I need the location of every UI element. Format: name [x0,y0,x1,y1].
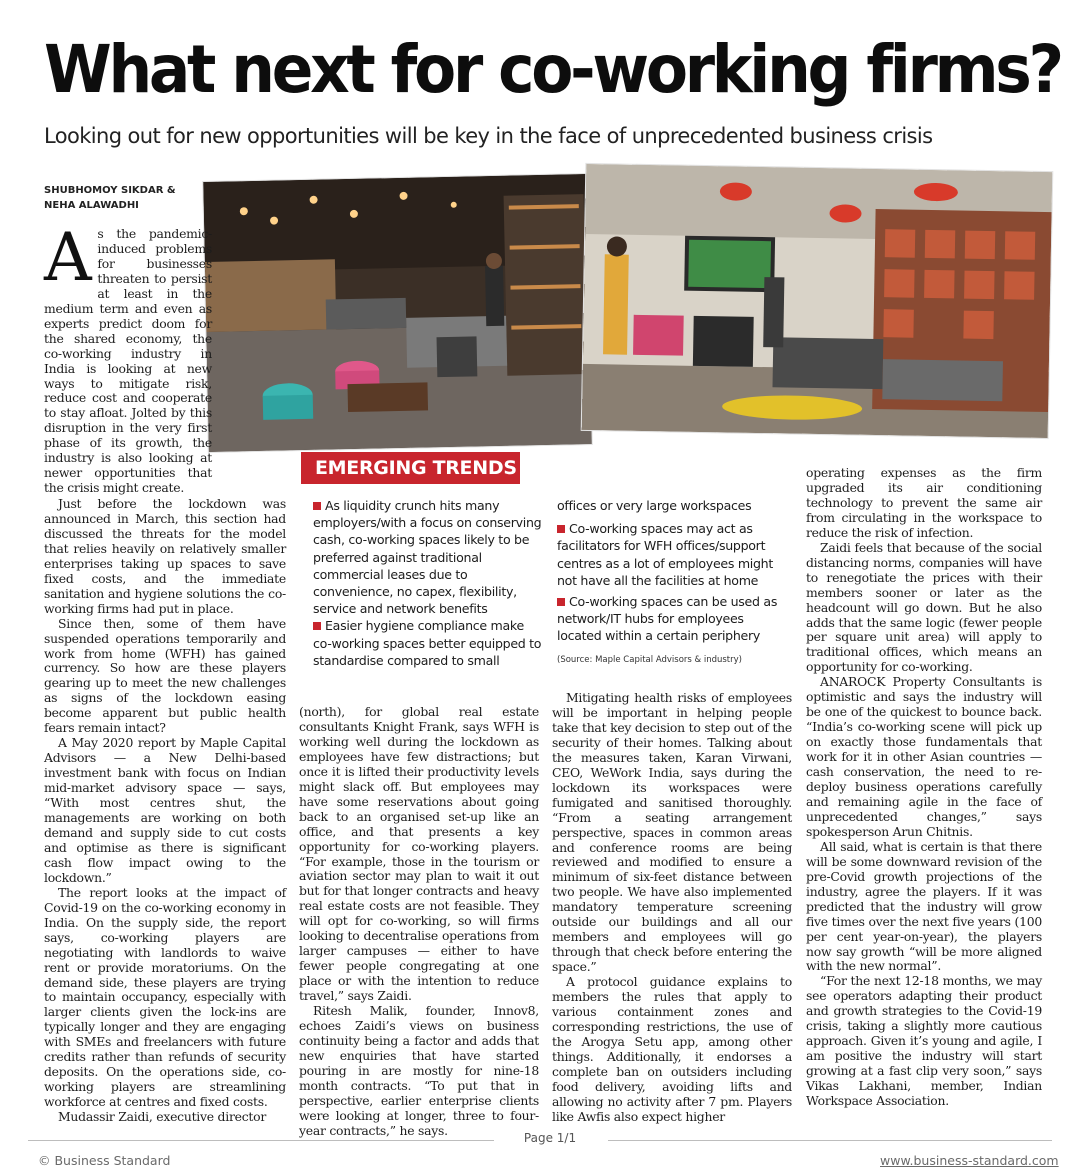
article-paragraph: A protocol guidance explains to members the rules that apply to various containment zones and corresponding restrictions, the use of the Arogya Setu app, among other things. Additionally, it endorses a complete ban on outsiders including food delivery, avoiding lifts and allowing no activity after 7 pm. Players like Awfis also expect higher [552,974,792,1124]
emerging-trends-title: EMERGING TRENDS [301,452,520,484]
site-link[interactable]: www.business-standard.com [880,1153,1059,1168]
copyright-notice: © Business Standard [38,1153,171,1168]
trend-text: Co-working spaces may act as facilitators for WFH offices/support centres as a lot of employees might not have all the facilities at home [557,521,774,588]
trend-text: Co-working spaces can be used as network/IT hubs for employees located within a certain periphery [557,594,778,644]
subheadline: Looking out for new opportunities will be key in the face of unprecedented business crisis [44,124,933,148]
trend-bullet [557,593,787,645]
article-paragraph: Ritesh Malik, founder, Innov8, echoes Zaidi’s views on business continuity being a factor and adds that new enquiries that have started pouring in are mostly for nine-18 month contracts. “To put that in perspective, earlier enterprise clients were looking at longer, three to four-year contracts,” he says. [299,1003,539,1138]
article-paragraph: The report looks at the impact of Covid-19 on the co-working economy in India. On the supply side, the report says, co-working players are negotiating with landlords to waive rent or provide moratoriums. On the demand side, these players are trying to maintain occupancy, especially with larger clients given the lock-ins are typically longer and they are engaging with SMEs and freelancers with future credits rather than refunds of security deposits. On the operations side, co-working players are streamlining workforce at centres and fixed costs. [44,884,286,1110]
headline: What next for co-working firms? [44,31,1061,108]
article-column-1 [44,497,286,1125]
bullet-square-icon [313,502,321,510]
trend-bullet [557,520,787,589]
trend-text: Easier hygiene compliance make co-working spaces better equipped to standardise compared to small [313,618,542,668]
article-paragraph: Since then, some of them have suspended operations temporarily and work from home (WFH) has gained currency. So how are these players gearing up to meet the new challenges as signs of the lockdown easing become apparent but public health fears remain intact? [44,615,286,736]
article-column-3 [552,691,792,1125]
bullet-square-icon [313,622,321,630]
page-number: Page 1/1 [523,1131,577,1145]
byline-line: NEHA ALAWADHI [44,200,139,211]
emerging-trends-box [299,452,793,680]
coworking-tv-lounge-photo [582,164,1053,438]
article-paragraph: Mudassir Zaidi, executive director [58,1109,266,1125]
trends-column-2 [557,497,787,645]
trend-bullet [313,497,545,617]
trends-source: (Source: Maple Capital Advisors & industry) [557,655,742,665]
trend-text: As liquidity crunch hits many employers/with a focus on conserving cash, co-working spaces likely to be preferred against traditional commercial leases due to convenience, no capex, flexibility, service and network benefits [313,498,542,617]
article-paragraph: All said, what is certain is that there will be some downward revision of the pre-Covid growth projections of the industry, agree the players. If it was predicted that the industry will grow five times over the next five years (100 per cent year-on-year), the players now say growth “will be more aligned with the new normal”. [806,838,1042,974]
footer-divider [608,1140,1052,1141]
byline [44,183,214,213]
article-column-2 [299,705,539,1139]
coworking-lounge-photo [203,174,592,452]
article-paragraph: (north), for global real estate consultants Knight Frank, says WFH is working well during the lockdown as employees have few distractions; but once it is lifted their productivity levels might slack off. But employees may have some reservations about going back to an organised set-up like an office, and that presents a key opportunity for co-working players. “For example, those in the tourism or aviation sector may plan to wait it out but for that longer contracts and heavy real estate costs are not feasible. They will opt for co-working, so will firms looking to decentralise operations from larger campuses — either to have fewer people congregating at one place or with the intention to reduce travel,” says Zaidi. [299,704,539,1004]
article-column-1-top [44,219,212,496]
trend-bullet [313,617,545,669]
article-paragraph [44,219,212,496]
article-paragraph: Just before the lockdown was announced in March, this section had discussed the threats for the model that relies heavily on relatively smaller enterprises taking up spaces to save fixed costs, and the immediate sanitation and hygiene solutions the co-working firms had put in place. [44,496,286,616]
article-paragraph: ANAROCK Property Consultants is optimistic and says the industry will be one of the quickest to bounce back. “India’s co-working scene will pick up on exactly those fundamentals that work for it in other Asian countries — cash conservation, the need to re-deploy business operations carefully and remaining agile in the face of unprecedented changes,” says spokesperson Arun Chitnis. [806,674,1042,839]
byline-line: SHUBHOMOY SIKDAR & [44,185,176,196]
drop-cap: A [44,219,92,296]
paragraph-text: s the pandemic-induced problems for businesses threaten to persist at least in the medium term and even as experts predict doom for the shared economy, the co-working industry in India is looking at new ways to mitigate risk, reduce cost and cooperate to stay afloat. Jolted by this disruption in the very first phase of its growth, the industry is also looking at newer opportunities that the crisis might create. [44,226,212,496]
bullet-square-icon [557,598,565,606]
trend-continuation: offices or very large workspaces [557,498,752,513]
article-paragraph: Mitigating health risks of employees will be important in helping people take that key decision to step out of the security of their homes. Talking about the measures taken, Karan Virwani, CEO, WeWork India, says during the lockdown its workspaces were fumigated and sanitised thoroughly. “From a seating arrangement perspective, spaces in common areas and conference rooms are being reviewed and modified to ensure a minimum of six-feet distance between two people. We have also implemented mandatory temperature screening outside our buildings and all our members and employees will go through that check before entering the space.” [552,690,792,975]
footer-divider [28,1140,494,1141]
article-column-4 [806,466,1042,1109]
bullet-square-icon [557,525,565,533]
article-paragraph: Zaidi feels that because of the social distancing norms, companies will have to renegotiate the prices with their members sooner or later as the headcount will go down. But he also adds that the same logic (fewer people per square unit area) will apply to traditional offices, which means an opportunity for co-working. [806,539,1042,675]
article-paragraph: operating expenses as the firm upgraded its air conditioning technology to prevent the same air from circulating in the workspace to reduce the risk of infection. [806,465,1042,540]
article-paragraph: A May 2020 report by Maple Capital Advisors — a New Delhi-based investment bank with focus on Indian mid-market advisory space — says, “With most centres shut, the managements are working on both demand and supply side to cut costs and optimise as there is significant cash flow impact owing to the lockdown.” [44,735,286,885]
article-paragraph: “For the next 12-18 months, we may see operators adapting their product and growth strategies to the Covid-19 crisis, taking a slightly more cautious approach. Given it’s young and agile, I am positive the industry will start growing at a fast clip very soon,” says Vikas Lakhani, member, Indian Workspace Association. [806,973,1042,1109]
trends-column-1 [313,497,545,669]
